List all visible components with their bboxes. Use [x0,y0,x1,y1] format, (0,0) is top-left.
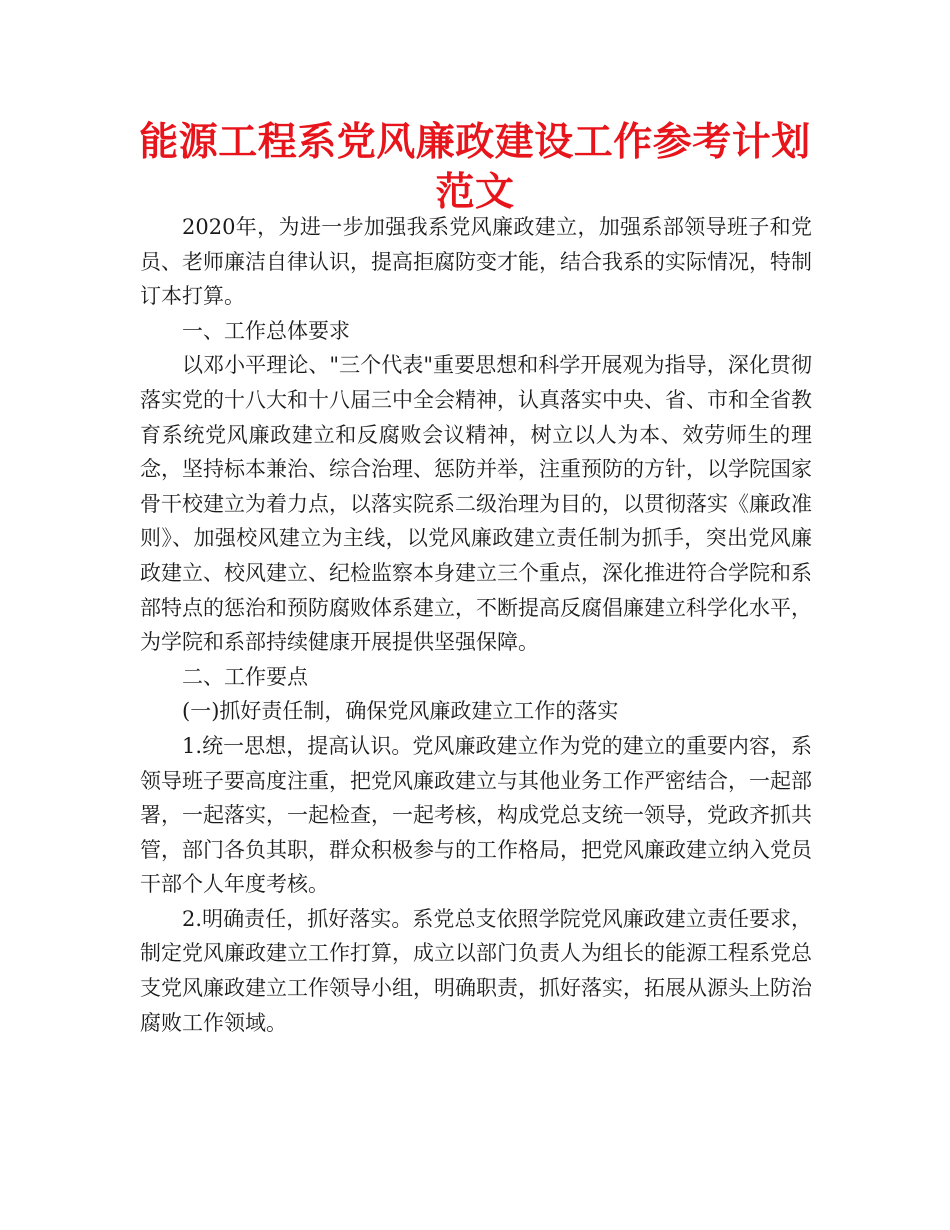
paragraph-point-1: 1.统一思想，提高认识。党风廉政建立作为党的建立的重要内容，系领导班子要高度注重，把党风廉政建立与其他业务工作严密结合，一起部署，一起落实，一起检查，一起考核，构成党总支统一领导，党政齐抓共管，部门各负其职，群众积极参与的工作格局，把党风廉政建立纳入党员干部个人年度考核。 [140,733,812,897]
section-heading-work-points: 二、工作要点 [182,664,308,689]
document-title: 能源工程系党风廉政建设工作参考计划范文 [139,120,811,215]
paragraph-intro: 2020年，为进一步加强我系党风廉政建立，加强系部领导班子和党员、老师廉洁自律认识，提高拒腐防变才能，结合我系的实际情况，特制订本打算。 [140,215,812,309]
section-heading-overall-requirements: 一、工作总体要求 [182,318,350,343]
paragraph-point-2: 2.明确责任，抓好落实。系党总支依照学院党风廉政建立责任要求，制定党风廉政建立工作打算，成立以部门负责人为组长的能源工程系党总支党风廉政建立工作领导小组，明确职责，抓好落实，拓展从源头上防治腐败工作领域。 [140,906,812,1035]
subsection-heading-responsibility: (一)抓好责任制，确保党风廉政建立工作的落实 [182,699,619,724]
paragraph-guiding-ideology: 以邓小平理论、"三个代表"重要思想和科学开展观为指导，深化贯彻落实党的十八大和十八届三中全会精神，认真落实中央、省、市和全省教育系统党风廉政建立和反腐败会议精神，树立以人为本、效劳师生的理念，坚持标本兼治、综合治理、惩防并举，注重预防的方针，以学院国家骨干校建立为着力点，以落实院系二级治理为目的，以贯彻落实《廉政准则》、加强校风建立为主线，以党风廉政建立责任制为抓手，突出党风廉政建立、校风建立、纪检监察本身建立三个重点，深化推进符合学院和系部特点的惩治和预防腐败体系建立，不断提高反腐倡廉建立科学化水平，为学院和系部持续健康开展提供坚强保障。 [140,353,812,655]
document-body [140,210,812,1040]
